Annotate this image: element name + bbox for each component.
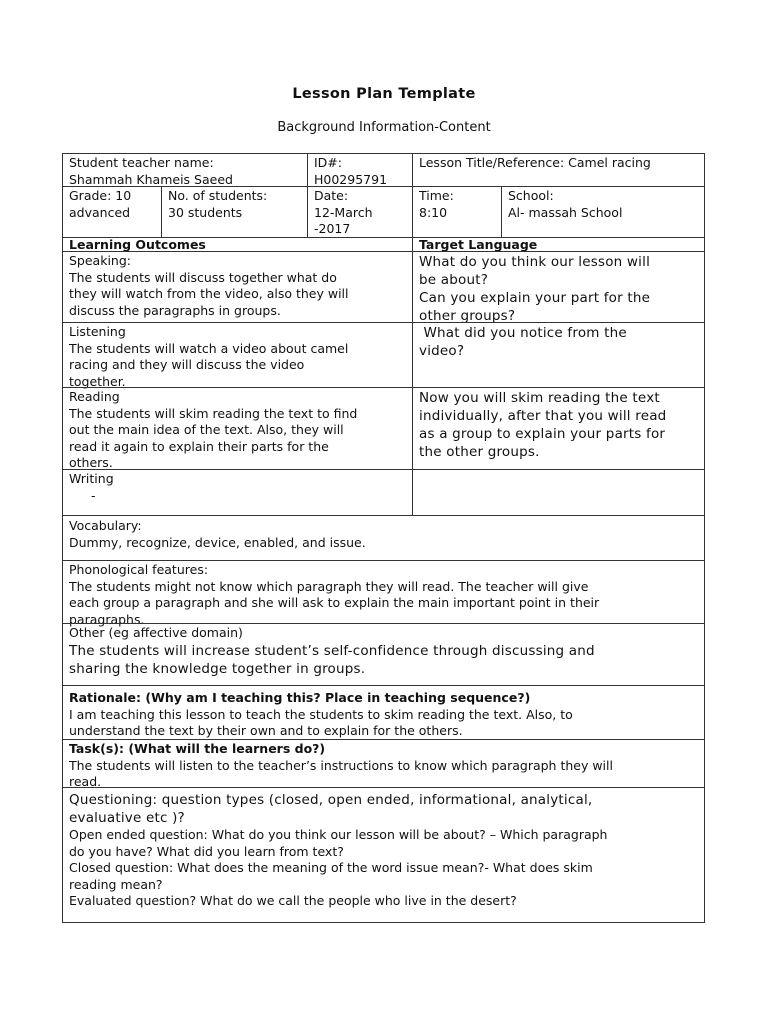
other-label: Other (eg affective domain) [69,625,243,640]
reading-label: Reading [69,389,120,404]
reading-target-line: the other groups. [419,444,540,460]
phonological-line: The students might not know which paragraph they will read. The teacher will give [69,578,589,594]
listening-label: Listening [69,324,126,339]
school-label: School: [508,188,554,203]
reading-line: read it again to explain their parts for the [69,438,329,454]
vocabulary-label: Vocabulary: [69,518,142,533]
lesson-title: Lesson Title/Reference: Camel racing [419,155,651,170]
tasks-row [63,739,704,788]
grade-label: Grade: 10 [69,188,132,203]
grade-value: advanced [69,204,131,220]
writing-outcome [63,470,412,516]
questioning-line: Closed question: What does the meaning of the word issue mean?- What does skim [69,860,593,875]
questioning-line: Evaluated question? What do we call the people who live in the desert? [69,893,517,908]
id-value: H00295791 [314,171,388,187]
speaking-target-line: be about? [419,272,489,288]
speaking-target-line: other groups? [419,308,516,324]
phonological-line: paragraphs. [69,611,145,627]
school-cell [501,187,704,238]
speaking-target-line: What do you think our lesson will [419,254,651,270]
reading-target-line: as a group to explain your parts for [419,426,666,442]
tasks-label: Task(s): (What will the learners do?) [69,741,326,756]
date-line-2: -2017 [314,221,351,236]
headings-row [63,237,704,252]
id-cell [307,154,412,186]
speaking-label: Speaking: [69,253,131,268]
page-title: Lesson Plan Template [292,86,476,102]
tasks-line: read. [69,774,102,789]
vocabulary-text: Dummy, recognize, device, enabled, and issue. [69,534,366,550]
date-label: Date: [314,188,349,203]
writing-label: Writing [69,471,114,486]
listening-target-line: video? [419,343,465,359]
speaking-line: The students will discuss together what do [69,269,337,285]
phonological-label: Phonological features: [69,562,209,577]
page-subtitle: Background Information-Content [277,120,491,135]
questioning-line: do you have? What did you learn from text? [69,843,344,859]
time-label: Time: [419,188,454,203]
other-line: The students will increase student’s self-confidence through discussing and [69,642,595,659]
phonological-row [63,560,704,627]
listening-target [412,323,704,388]
phonological-line: each group a paragraph and she will ask to explain the main important point in their [69,595,600,610]
other-row [63,623,704,686]
questioning-label: evaluative etc )? [69,810,185,826]
student-teacher-label: Student teacher name: [69,155,214,170]
students-label: No. of students: [168,188,268,203]
grade-cell [63,187,161,238]
speaking-target [412,252,704,323]
lesson-title-cell [412,154,704,186]
learning-outcomes-heading: Learning Outcomes [69,237,206,252]
writing-target [412,470,704,516]
time-value: 8:10 [419,204,448,220]
speaking-row [63,251,704,323]
school-value: Al- massah School [508,204,623,220]
rationale-cell [63,686,704,740]
reading-target [412,388,704,470]
listening-target-line: What did you notice from the [419,325,627,341]
date-cell [307,187,412,238]
header-row-2 [63,186,704,238]
questioning-cell [63,788,704,923]
date-line-1: 12-March [314,204,373,220]
students-value: 30 students [168,204,243,220]
tasks-cell [63,740,704,788]
listening-outcome [63,323,412,388]
writing-dash: - [91,487,96,503]
writing-row [63,469,704,516]
listening-line: together. [69,373,126,389]
reading-line: others. [69,455,113,470]
student-teacher-cell [63,154,307,186]
reading-line: The students will skim reading the text to find [69,405,358,421]
vocabulary-cell [63,516,704,561]
lesson-plan-table [62,153,705,923]
reading-line: out the main idea of the text. Also, they will [69,422,344,437]
questioning-label: Questioning: question types (closed, open ended, informational, analytical, [69,792,593,808]
rationale-label: Rationale: (Why am I teaching this? Place in teaching sequence?) [69,690,531,705]
reading-outcome [63,388,412,470]
questioning-line: reading mean? [69,876,163,892]
students-cell [161,187,307,238]
listening-row [63,322,704,388]
questioning-row [63,787,704,923]
speaking-line: they will watch from the video, also they will [69,286,349,301]
vocabulary-row [63,515,704,561]
questioning-line: Open ended question: What do you think our lesson will be about? – Which paragraph [69,827,608,842]
student-teacher-name: Shammah Khameis Saeed [69,171,233,187]
header-row-1 [63,154,704,186]
rationale-line: understand the text by their own and to explain for the others. [69,723,463,738]
target-language-heading: Target Language [412,238,704,252]
tasks-line: The students will listen to the teacher’s instructions to know which paragraph they will [69,757,613,773]
rationale-line: I am teaching this lesson to teach the students to skim reading the text. Also, to [69,706,573,722]
reading-target-line: individually, after that you will read [419,408,667,424]
rationale-row [63,685,704,740]
listening-line: racing and they will discuss the video [69,357,305,372]
time-cell [412,187,501,238]
speaking-target-line: Can you explain your part for the [419,290,651,306]
speaking-line: discuss the paragraphs in groups. [69,302,281,318]
other-line: sharing the knowledge together in groups. [69,660,366,677]
speaking-outcome [63,252,412,323]
phonological-cell [63,561,704,627]
reading-target-line: Now you will skim reading the text [419,390,660,406]
id-label: ID#: [314,155,342,170]
listening-line: The students will watch a video about camel [69,340,349,356]
other-cell [63,624,704,686]
reading-row [63,387,704,470]
